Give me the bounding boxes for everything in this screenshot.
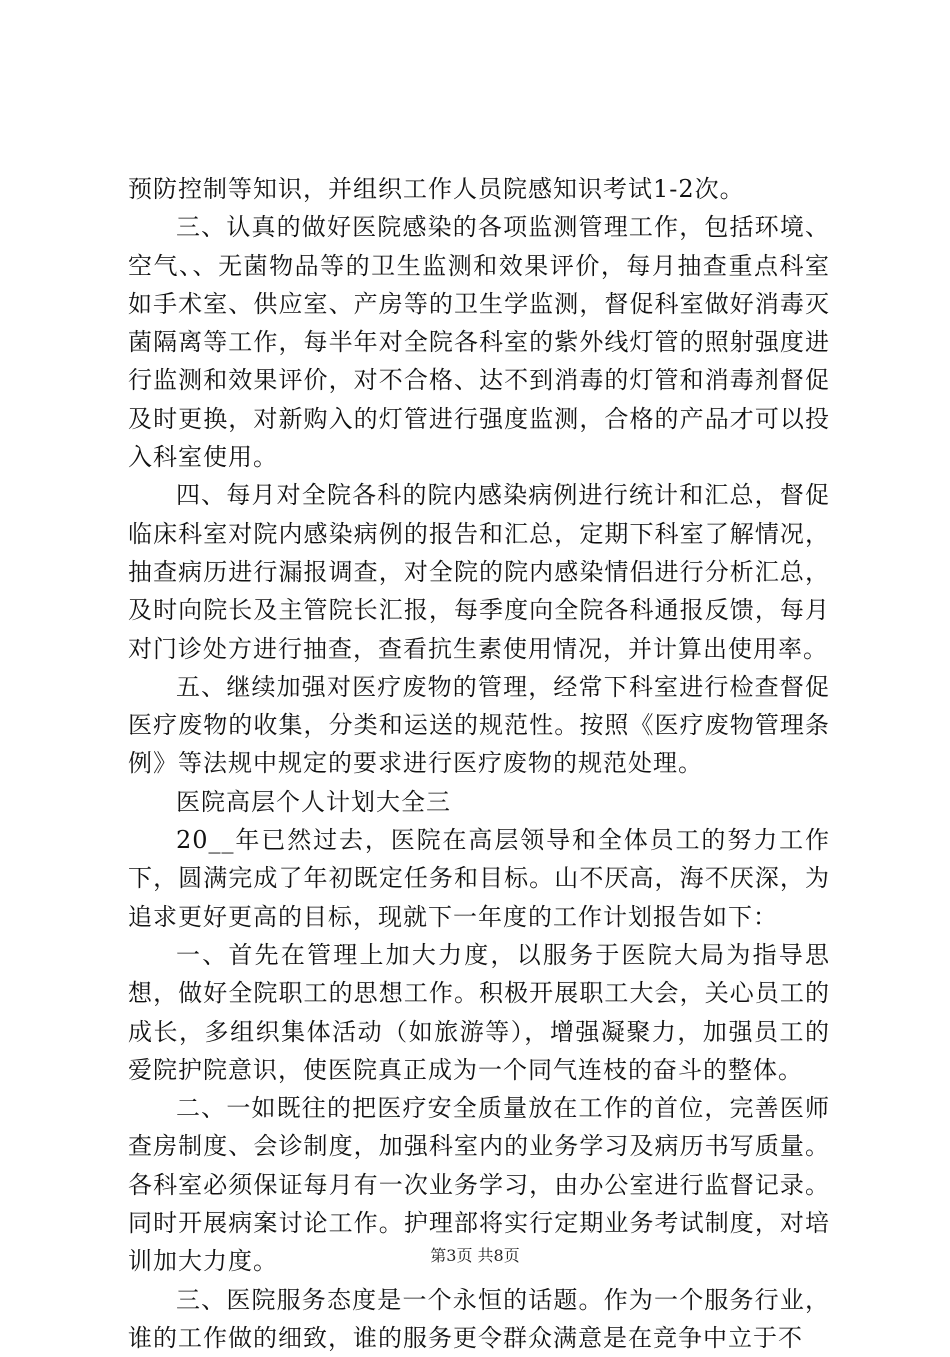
paragraph: 五、继续加强对医疗废物的管理，经常下科室进行检查督促医疗废物的收集，分类和运送的规范性。按照《医疗废物管理条例》等法规中规定的要求进行医疗废物的规范处理。 [128,672,830,778]
paragraph: 20__年已然过去，医院在高层领导和全体员工的努力工作下，圆满完成了年初既定任务和目标。山不厌高，海不厌深，为追求更好更高的目标，现就下一年度的工作计划报告如下： [128,826,830,931]
paragraph: 预防控制等知识，并组织工作人员院感知识考试1-2次。 [128,175,745,203]
paragraph: 二、一如既往的把医疗安全质量放在工作的首位，完善医师查房制度、会诊制度，加强科室内的业务学习及病历书写质量。各科室必须保证每月有一次业务学习，由办公室进行监督记录。同时开展病案讨论工作。护理部将实行定期业务考试制度，对培训加大力度。 [128,1094,830,1276]
paragraph: 三、认真的做好医院感染的各项监测管理工作，包括环境、空气、、无菌物品等的卫生监测和效果评价，每月抽查重点科室如手术室、供应室、产房等的卫生学监测，督促科室做好消毒灭菌隔离等工作，每半年对全院各科室的紫外线灯管的照射强度进行监测和效果评价，对不合格、达不到消毒的灯管和消毒剂督促及时更换，对新购入的灯管进行强度监测，合格的产品才可以投入科室使用。 [128,213,830,472]
paragraph: 四、每月对全院各科的院内感染病例进行统计和汇总，督促临床科室对院内感染病例的报告和汇总，定期下科室了解情况，抽查病历进行漏报调查，对全院的院内感染情侣进行分析汇总，及时向院长及主管院长汇报，每季度向全院各科通报反馈，每月对门诊处方进行抽查，查看抗生素使用情况，并计算出使用率。 [128,481,830,663]
section-heading: 医院高层个人计划大全三 [176,787,451,816]
page-footer: 第3页 共8页 [430,1246,520,1265]
document-body [128,170,830,1357]
paragraph: 一、首先在管理上加大力度，以服务于医院大局为指导思想，做好全院职工的思想工作。积极开展职工大会，关心员工的成长，多组织集体活动（如旅游等），增强凝聚力，加强员工的爱院护院意识，使医院真正成为一个同气连枝的奋斗的整体。 [128,940,830,1084]
paragraph: 三、医院服务态度是一个永恒的话题。作为一个服务行业，谁的工作做的细致，谁的服务更令群众满意是在竞争中立于不 [128,1285,830,1352]
